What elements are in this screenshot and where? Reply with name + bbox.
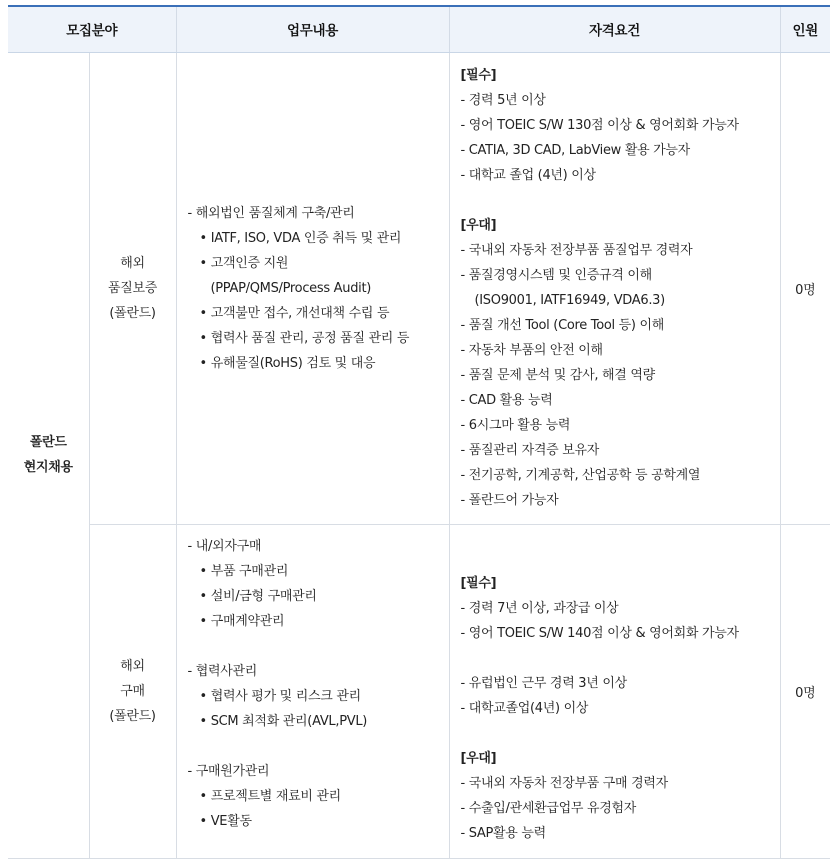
table-row <box>8 52 830 524</box>
duty-item: • SCM 최적화 관리(AVL,PVL) <box>199 713 368 729</box>
sub-field-line: 구매 <box>120 683 145 699</box>
header-duties: 업무내용 <box>176 6 449 52</box>
qualification-item: (ISO9001, IATF16949, VDA6.3) <box>474 292 665 308</box>
sub-field-line: (폴란드) <box>109 305 156 321</box>
header-qualifications: 자격요건 <box>449 6 780 52</box>
sub-field-cell <box>89 52 176 524</box>
sub-field-line: 해외 <box>120 658 145 674</box>
blank-line <box>188 634 449 659</box>
duty-item: • 협력사 평가 및 리스크 관리 <box>199 688 361 704</box>
qualification-item: - 품질 문제 분석 및 감사, 해결 역량 <box>460 367 655 383</box>
qualification-item: - 6시그마 활용 능력 <box>460 417 571 433</box>
qualification-item: - 영어 TOEIC S/W 140점 이상 & 영어회화 가능자 <box>460 625 739 641</box>
duties-cell <box>176 524 449 858</box>
duty-item: (PPAP/QMS/Process Audit) <box>210 280 372 296</box>
qualification-item: - 대학교졸업(4년) 이상 <box>460 700 589 716</box>
qualification-item: - 유럽법인 근무 경력 3년 이상 <box>460 675 627 691</box>
sub-field-line: 해외 <box>120 255 145 271</box>
recruitment-table <box>8 5 830 859</box>
qualification-item: - 수출입/관세환급업무 유경험자 <box>460 800 636 816</box>
duties-list <box>188 534 449 834</box>
qualification-item: - 전기공학, 기계공학, 산업공학 등 공학계열 <box>460 467 701 483</box>
duty-item: • 구매계약관리 <box>199 613 285 629</box>
duty-item: • 고객인증 지원 <box>199 255 289 271</box>
qualification-item: - CATIA, 3D CAD, LabView 활용 가능자 <box>460 142 690 158</box>
qualification-item: - 국내외 자동차 전장부품 품질업무 경력자 <box>460 242 693 258</box>
qualification-heading: [필수] <box>460 575 497 591</box>
qualification-item: - 경력 5년 이상 <box>460 92 546 108</box>
group-label-line1: 폴란드 <box>29 435 67 450</box>
duty-item: • VE활동 <box>199 813 252 829</box>
qualification-item: - 국내외 자동차 전장부품 구매 경력자 <box>460 775 668 791</box>
blank-line <box>461 646 780 671</box>
duty-item: • 유해물질(RoHS) 검토 및 대응 <box>199 355 376 371</box>
headcount-cell: 0명 <box>780 524 830 858</box>
sub-field-line: (폴란드) <box>109 708 156 724</box>
qualification-item: - 대학교 졸업 (4년) 이상 <box>460 167 596 183</box>
duty-item: • 협력사 품질 관리, 공정 품질 관리 등 <box>199 330 410 346</box>
duties-cell <box>176 52 449 524</box>
duties-list <box>188 201 449 376</box>
blank-line <box>461 721 780 746</box>
qualification-heading: [필수] <box>460 67 497 83</box>
blank-line <box>461 188 780 213</box>
qualification-item: - 경력 7년 이상, 과장급 이상 <box>460 600 619 616</box>
qualification-heading: [우대] <box>460 750 497 766</box>
group-label-line2: 현지채용 <box>23 460 73 475</box>
duty-item: • 설비/금형 구매관리 <box>199 588 317 604</box>
header-field: 모집분야 <box>8 6 176 52</box>
qualifications-cell <box>449 52 780 524</box>
qualification-item: - 품질 개선 Tool (Core Tool 등) 이해 <box>460 317 665 333</box>
qualification-item: - SAP활용 능력 <box>460 825 546 841</box>
duty-item: • 고객불만 접수, 개선대책 수립 등 <box>199 305 390 321</box>
duty-item: • 프로젝트별 재료비 관리 <box>199 788 341 804</box>
header-headcount: 인원 <box>780 6 830 52</box>
duty-heading: - 협력사관리 <box>187 663 258 679</box>
duty-heading: - 구매원가관리 <box>187 763 270 779</box>
qualification-heading: [우대] <box>460 217 497 233</box>
qualification-item: - CAD 활용 능력 <box>460 392 553 408</box>
duty-item: • 부품 구매관리 <box>199 563 289 579</box>
qualifications-cell <box>449 524 780 858</box>
headcount-cell: 0명 <box>780 52 830 524</box>
qualification-item: - 영어 TOEIC S/W 130점 이상 & 영어회화 가능자 <box>460 117 739 133</box>
qualification-item: - 자동차 부품의 안전 이해 <box>460 342 603 358</box>
qualifications-list <box>461 63 780 513</box>
duty-item: • IATF, ISO, VDA 인증 취득 및 관리 <box>199 230 402 246</box>
qualification-item: - 품질관리 자격증 보유자 <box>460 442 599 458</box>
duty-heading: - 해외법인 품질체계 구축/관리 <box>187 205 355 221</box>
table-row <box>8 524 830 858</box>
sub-field-line: 품질보증 <box>107 280 158 296</box>
qualifications-list <box>461 546 780 846</box>
duty-heading: - 내/외자구매 <box>187 538 262 554</box>
table-header-row <box>8 6 830 52</box>
blank-line <box>461 546 780 571</box>
blank-line <box>188 734 449 759</box>
qualification-item: - 폴란드어 가능자 <box>460 492 559 508</box>
qualification-item: - 품질경영시스템 및 인증규격 이해 <box>460 267 652 283</box>
group-cell <box>8 52 89 858</box>
sub-field-cell <box>89 524 176 858</box>
